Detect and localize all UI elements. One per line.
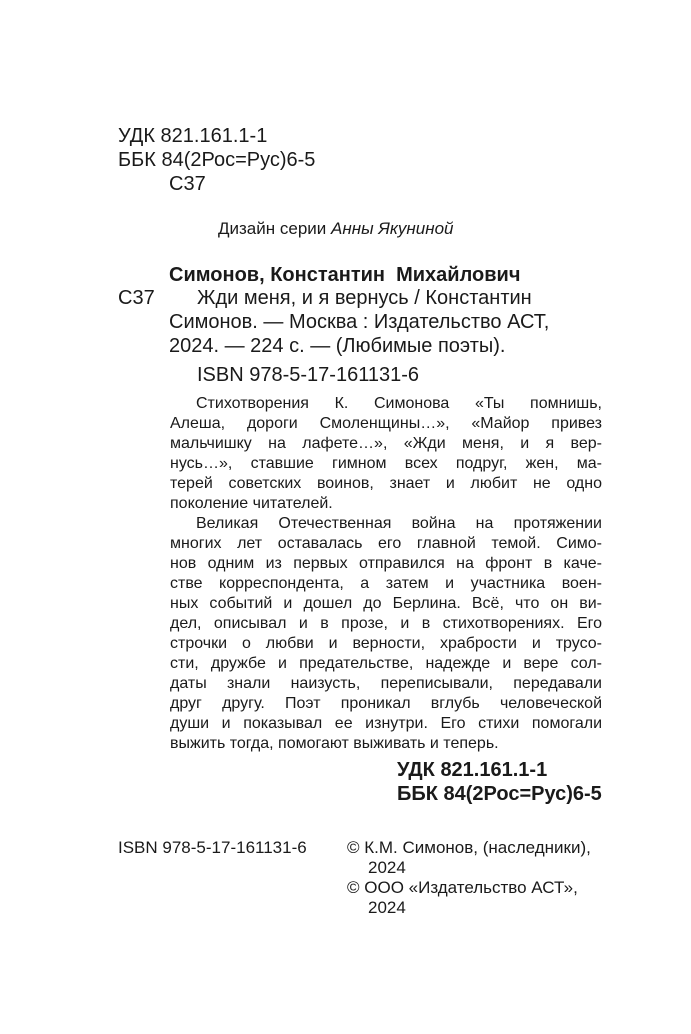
annotation-paragraph-2	[170, 514, 602, 754]
annotation-line: ных событий и дошел до Берлина. Всё, что он ви-	[170, 595, 602, 612]
copyright-publisher-line-1: © ООО «Издательство АСТ»,	[347, 878, 578, 897]
footer-isbn: ISBN 978-5-17-161131-6	[118, 838, 307, 857]
author-mark: С37	[169, 173, 206, 195]
copyright-author-line-2: 2024	[368, 858, 406, 877]
annotation-line: души и показывал ее изнутри. Его стихи помогали	[170, 715, 602, 732]
design-credit-prefix: Дизайн серии	[218, 219, 327, 238]
annotation-line: мальчишку на лафете…», «Жди меня, и я вер-	[170, 435, 602, 452]
bottom-bbk-code: ББК 84(2Рос=Рус)6-5	[397, 783, 602, 805]
annotation-paragraph-1	[170, 394, 602, 514]
entry-mark: С37	[118, 287, 155, 309]
annotation-line: многих лет оставалась его главной темой. Симо-	[170, 535, 602, 552]
bbk-code: ББК 84(2Рос=Рус)6-5	[118, 149, 316, 171]
entry-desc-line-3: 2024. — 224 с. — (Любимые поэты).	[169, 335, 506, 357]
annotation-line: выжить тогда, помогают выживать и теперь.	[170, 735, 499, 752]
annotation-line: сти, дружбе и предательстве, надежде и вере сол-	[170, 655, 602, 672]
annotation-line: поколение читателей.	[170, 495, 333, 512]
annotation-line: терей советских воинов, знает и любит не одно	[170, 475, 602, 492]
annotation-line: стве корреспондента, а затем и участника воен-	[170, 575, 602, 592]
annotation-line: Алеша, дороги Смоленщины…», «Майор привез	[170, 415, 602, 432]
design-credit	[218, 219, 454, 239]
design-credit-name: Анны Якуниной	[331, 219, 454, 238]
entry-isbn: ISBN 978-5-17-161131-6	[197, 364, 419, 386]
entry-author: Симонов, Константин Михайлович	[169, 264, 521, 286]
annotation-line: нусь…», ставшие гимном всех подруг, жен, ма-	[170, 455, 602, 472]
entry-desc-line-1: Жди меня, и я вернусь / Константин	[197, 287, 532, 309]
annotation-line: Великая Отечественная война на протяжении	[196, 515, 602, 532]
entry-desc-line-2: Симонов. — Москва : Издательство АСТ,	[169, 311, 550, 333]
udk-code: УДК 821.161.1-1	[118, 125, 268, 147]
bottom-udk-code: УДК 821.161.1-1	[397, 759, 548, 781]
annotation-line: Стихотворения К. Симонова «Ты помнишь,	[196, 395, 602, 412]
copyright-author-line-1: © К.М. Симонов, (наследники),	[347, 838, 591, 857]
annotation-line: строчки о любви и верности, храбрости и трусо-	[170, 635, 602, 652]
copyright-publisher-line-2: 2024	[368, 898, 406, 917]
annotation-line: нов одним из первых отправился на фронт в каче-	[170, 555, 602, 572]
annotation-line: друг другу. Поэт проникал вглубь человеческой	[170, 695, 602, 712]
annotation-line: даты знали наизусть, переписывали, передавали	[170, 675, 602, 692]
annotation-line: дел, описывал и в прозе, и в стихотворениях. Его	[170, 615, 602, 632]
